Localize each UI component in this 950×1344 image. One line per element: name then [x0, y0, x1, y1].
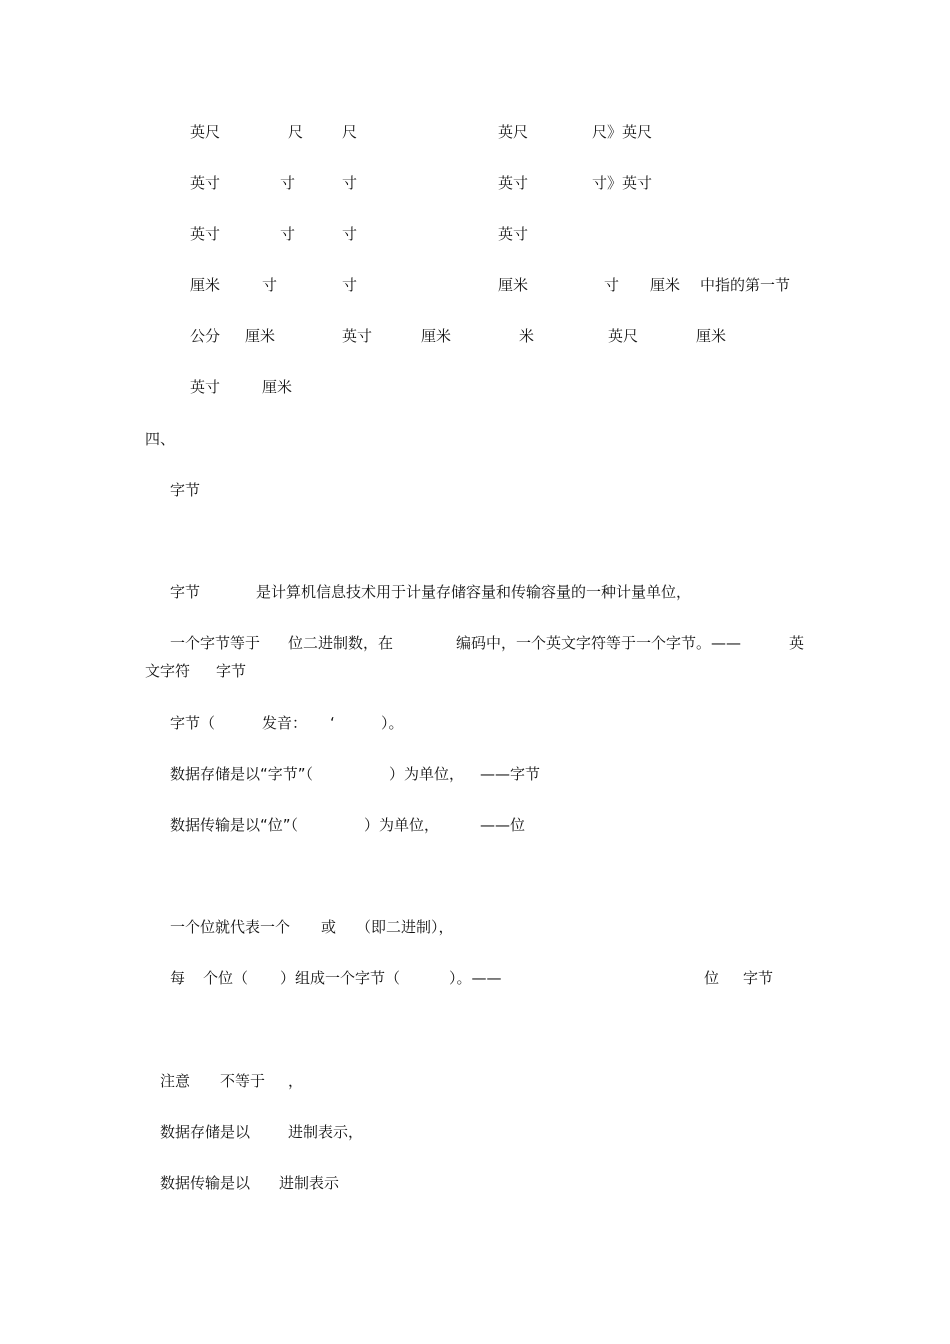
unit-text: 中指的第一节	[700, 276, 791, 294]
unit-text: 寸	[342, 225, 358, 243]
unit-text: 英寸	[342, 327, 373, 345]
paragraph-text: 不等于	[220, 1072, 266, 1090]
paragraph-text: 字节	[216, 662, 247, 680]
unit-text: 英尺	[498, 123, 529, 141]
paragraph-text: ‘	[330, 714, 335, 732]
unit-text: 英寸	[498, 174, 529, 192]
section-heading: 字节	[170, 481, 201, 499]
unit-text: 尺	[288, 123, 304, 141]
unit-text: 寸》英寸	[592, 174, 653, 192]
paragraph-text: 一个位就代表一个	[170, 918, 291, 936]
unit-text: 寸	[604, 276, 620, 294]
paragraph-text: 编码中，一个英文字符等于一个字节。——	[456, 634, 742, 652]
paragraph-text: 一个字节等于	[170, 634, 261, 652]
paragraph-text: 数据传输是以	[160, 1174, 251, 1192]
paragraph-text: ）为单位，	[364, 816, 440, 834]
unit-text: 厘米	[696, 327, 727, 345]
unit-text: 寸	[280, 225, 296, 243]
paragraph-text: ，	[288, 1072, 304, 1090]
unit-text: 寸	[280, 174, 296, 192]
paragraph-text: ）为单位，	[389, 765, 465, 783]
unit-text: 寸	[262, 276, 278, 294]
note-label: 注意	[160, 1072, 191, 1090]
paragraph-text: 数据传输是以“位”（	[170, 816, 299, 834]
unit-text: 尺》英尺	[592, 123, 653, 141]
unit-text: 尺	[342, 123, 358, 141]
unit-text: 厘米	[262, 378, 293, 396]
paragraph-text: 进制表示	[279, 1174, 340, 1192]
paragraph-text: 英	[789, 634, 805, 652]
unit-text: 英尺	[190, 123, 221, 141]
paragraph-text: ）。——	[449, 969, 502, 987]
paragraph-text: ）组成一个字节（	[280, 969, 401, 987]
unit-text: 厘米	[498, 276, 529, 294]
paragraph-text: （即二进制），	[356, 918, 454, 936]
definition-term: 字节	[170, 583, 201, 601]
unit-text: 米	[519, 327, 535, 345]
unit-text: 英寸	[190, 378, 221, 396]
definition-text: 是计算机信息技术用于计量存储容量和传输容量的一种计量单位，	[256, 583, 692, 601]
unit-text: 英寸	[190, 174, 221, 192]
unit-text: 厘米	[650, 276, 681, 294]
paragraph-text: 发音：	[262, 714, 308, 732]
section-number: 四、	[145, 430, 176, 448]
unit-text: 英寸	[498, 225, 529, 243]
paragraph-text: 或	[321, 918, 337, 936]
paragraph-text: 位	[704, 969, 720, 987]
unit-text: 英寸	[190, 225, 221, 243]
paragraph-text: 文字符	[145, 662, 191, 680]
paragraph-text: 字节（	[170, 714, 216, 732]
paragraph-text: 字节	[743, 969, 774, 987]
paragraph-text: 进制表示，	[288, 1123, 364, 1141]
paragraph-text: 数据存储是以“字节”（	[170, 765, 314, 783]
unit-text: 厘米	[421, 327, 452, 345]
paragraph-text: 数据存储是以	[160, 1123, 251, 1141]
unit-text: 厘米	[245, 327, 276, 345]
paragraph-text: 个位（	[203, 969, 249, 987]
unit-text: 英尺	[608, 327, 639, 345]
unit-text: 寸	[342, 276, 358, 294]
unit-text: 公分	[190, 327, 221, 345]
paragraph-text: ——字节	[480, 765, 541, 783]
paragraph-text: 每	[170, 969, 186, 987]
paragraph-text: 位二进制数，在	[288, 634, 394, 652]
paragraph-text: ——位	[480, 816, 526, 834]
paragraph-text: ）。	[381, 714, 404, 732]
unit-text: 寸	[342, 174, 358, 192]
unit-text: 厘米	[190, 276, 221, 294]
